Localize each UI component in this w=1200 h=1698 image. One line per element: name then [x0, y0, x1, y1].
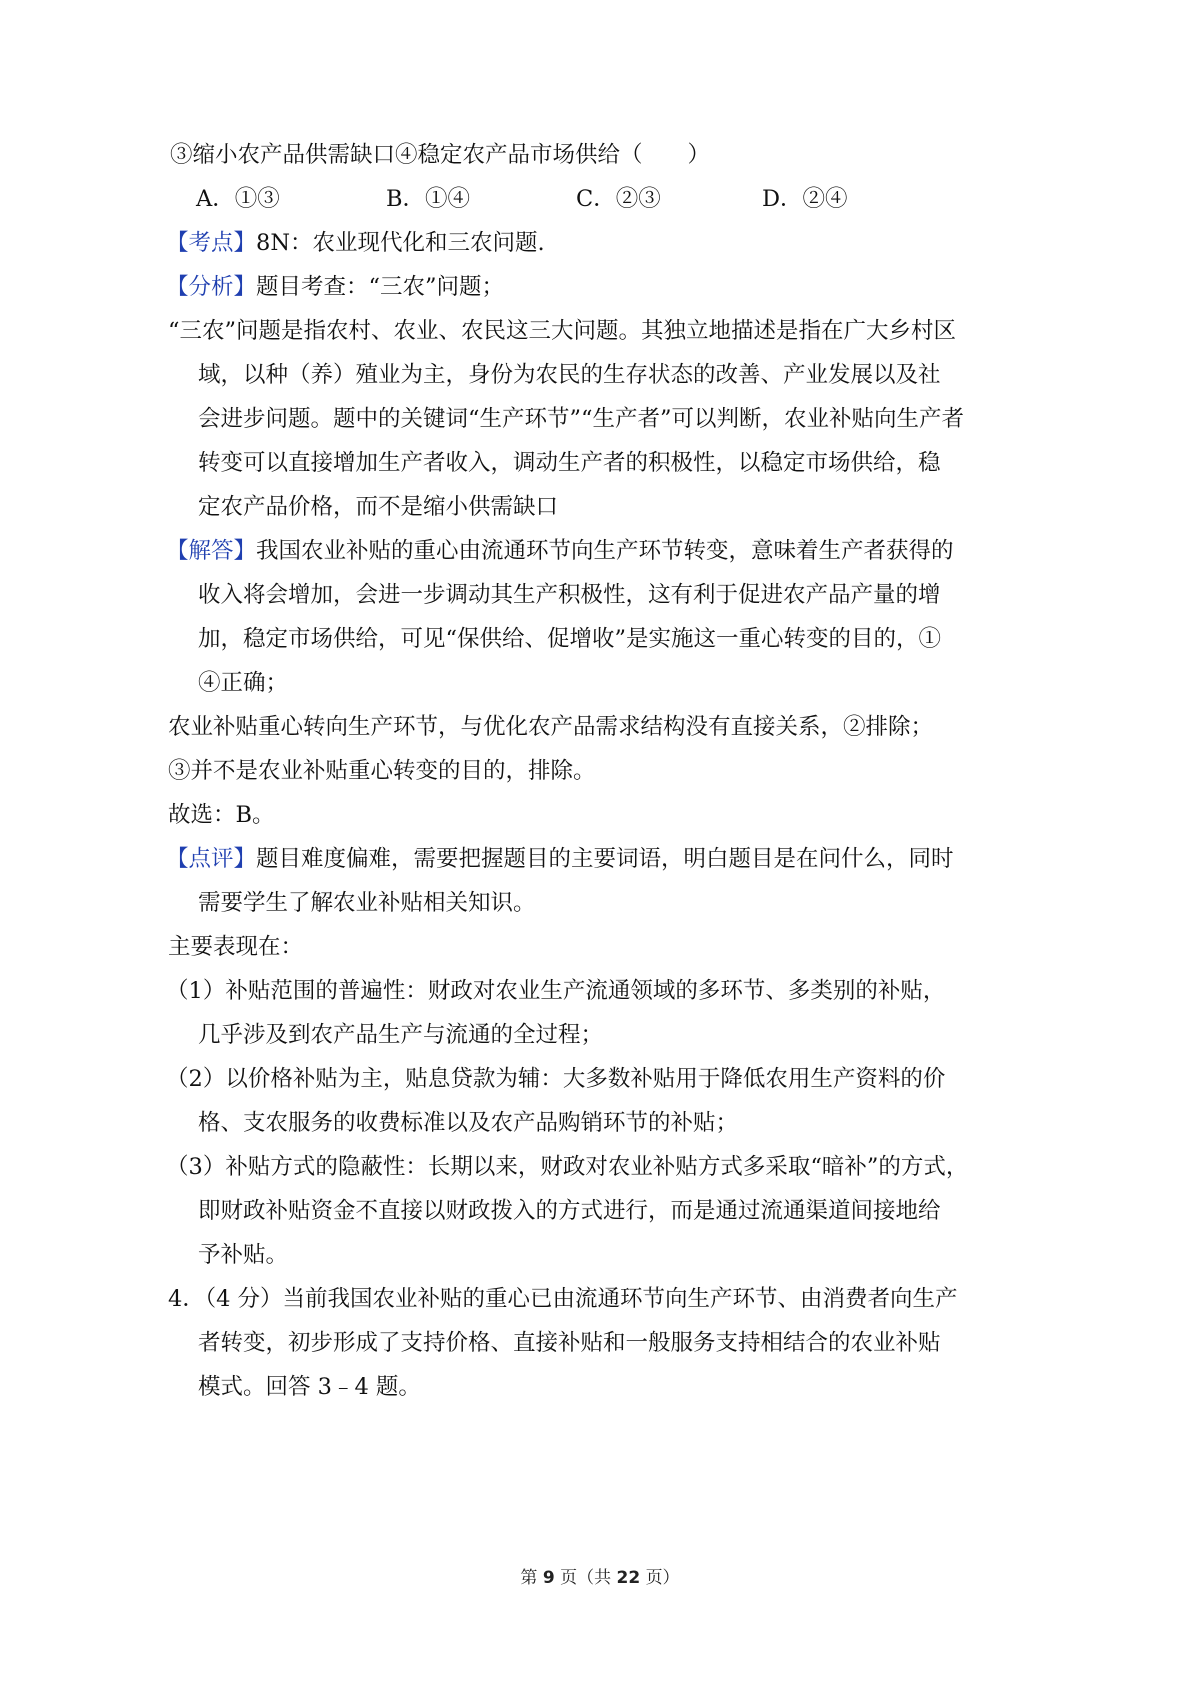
point-line: 予补贴。 [198, 1242, 289, 1268]
choice-letter: D． [762, 186, 803, 212]
jieda-first: 我国农业补贴的重心由流通环节向生产环节转变，意味着生产者获得的 [256, 538, 954, 564]
fenxi-paragraph-line: 域，以种（养）殖业为主，身份为农民的生存状态的改善、产业发展以及社 [198, 362, 941, 388]
fenxi-paragraph-line: 定农产品价格，而不是缩小供需缺口 [198, 494, 559, 520]
jieda-tag: 【解答】 [166, 538, 257, 564]
choice-d [762, 183, 848, 215]
kaodian-text: 8N：农业现代化和三农问题. [256, 230, 545, 256]
choice-value: ①④ [425, 186, 471, 212]
answer-line: 故选：B。 [168, 802, 275, 828]
dianping-first: 题目难度偏难，需要把握题目的主要词语，明白题目是在问什么，同时 [256, 846, 954, 872]
choice-letter: A． [196, 186, 235, 212]
footer-post: 页） [645, 1568, 680, 1588]
point-line: （3）补贴方式的隐蔽性：长期以来，财政对农业补贴方式多采取“暗补”的方式， [166, 1154, 969, 1180]
point-line: 即财政补贴资金不直接以财政拨入的方式进行，而是通过流通渠道间接地给 [198, 1198, 941, 1224]
fenxi-paragraph-line: 会进步问题。题中的关键词“生产环节”“生产者”可以判断，农业补贴向生产者 [198, 406, 965, 432]
point-line: （2）以价格补贴为主，贴息贷款为辅：大多数补贴用于降低农用生产资料的价 [166, 1066, 946, 1092]
fenxi-tag: 【分析】 [166, 274, 257, 300]
point-line: 几乎涉及到农产品生产与流通的全过程； [198, 1022, 604, 1048]
fenxi-paragraph-line: “三农”问题是指农村、农业、农民这三大问题。其独立地描述是指在广大乡村区 [168, 318, 957, 344]
page-footer [0, 1566, 1200, 1590]
question3-options-line: ③缩小农产品供需缺口④稳定农产品市场供给（ ） [170, 142, 711, 168]
choice-value: ①③ [234, 186, 280, 212]
choice-c [576, 183, 661, 215]
body-line: ③并不是农业补贴重心转变的目的，排除。 [168, 758, 596, 784]
footer-page-number: 9 [542, 1568, 555, 1588]
question4-line: 4．（4 分）当前我国农业补贴的重心已由流通环节向生产环节、由消费者向生产 [168, 1286, 958, 1312]
dianping-tag: 【点评】 [166, 846, 257, 872]
choice-b [386, 183, 470, 215]
point-line: （1）补贴范围的普遍性：财政对农业生产流通领域的多环节、多类别的补贴， [166, 978, 946, 1004]
kaodian-line [166, 227, 545, 259]
main-expression-heading: 主要表现在： [168, 934, 304, 960]
choice-a [196, 183, 280, 215]
fenxi-paragraph-line: 转变可以直接增加生产者收入，调动生产者的积极性，以稳定市场供给，稳 [198, 450, 941, 476]
question4-line: 模式。回答 3﹣4 题。 [198, 1374, 421, 1400]
footer-mid: 页（共 [560, 1568, 612, 1588]
fenxi-intro: 题目考查：“三农”问题； [256, 274, 505, 300]
point-line: 格、支农服务的收费标准以及农产品购销环节的补贴； [198, 1110, 739, 1136]
jieda-paragraph-line: 加，稳定市场供给，可见“保供给、促增收”是实施这一重心转变的目的，① [198, 626, 942, 652]
question4-line: 者转变，初步形成了支持价格、直接补贴和一般服务支持相结合的农业补贴 [198, 1330, 941, 1356]
dianping-line [166, 843, 954, 875]
choice-letter: B． [386, 186, 426, 212]
fenxi-line [166, 271, 504, 303]
body-line: 农业补贴重心转向生产环节，与优化农产品需求结构没有直接关系，②排除； [168, 714, 934, 740]
jieda-paragraph-line: 收入将会增加，会进一步调动其生产积极性，这有利于促进农产品产量的增 [198, 582, 941, 608]
dianping-second: 需要学生了解农业补贴相关知识。 [198, 890, 536, 916]
choice-value: ②④ [802, 186, 848, 212]
choice-value: ②③ [615, 186, 661, 212]
jieda-line [166, 535, 954, 567]
footer-total-pages: 22 [616, 1568, 641, 1588]
footer-pre: 第 [520, 1568, 538, 1588]
kaodian-tag: 【考点】 [166, 230, 257, 256]
choice-letter: C． [576, 186, 616, 212]
jieda-paragraph-line: ④正确； [198, 670, 289, 696]
